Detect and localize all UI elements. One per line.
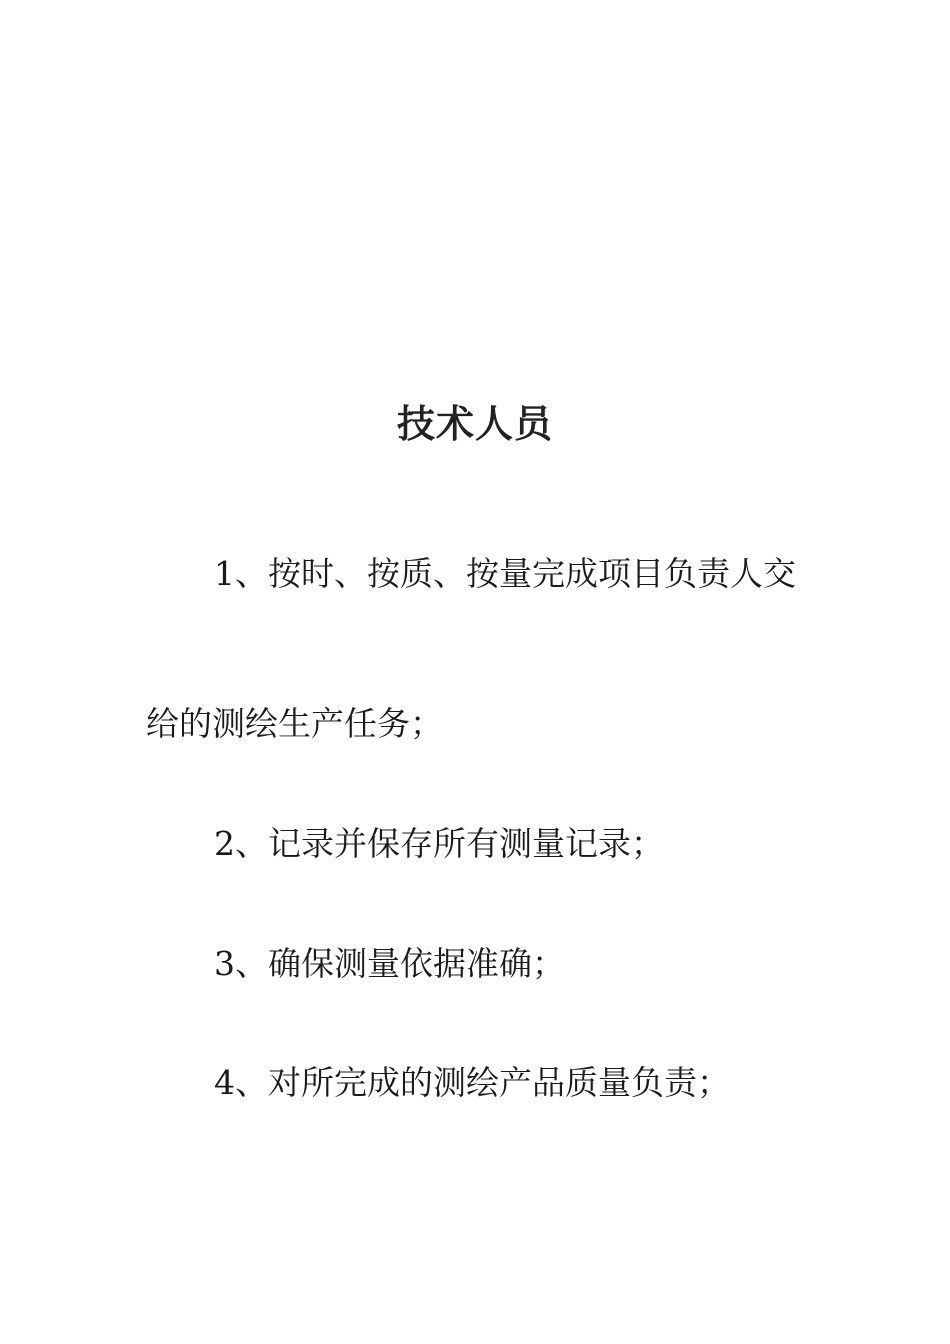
duty-item-2: 2、记录并保存所有测量记录； xyxy=(214,824,664,863)
duty-item-3: 3、确保测量依据准确； xyxy=(214,944,565,983)
duty-item-4: 4、对所完成的测绘产品质量负责； xyxy=(214,1063,730,1102)
duty-item-1-line-2: 给的测绘生产任务； xyxy=(146,704,443,743)
page-title: 技术人员 xyxy=(396,402,553,446)
duty-item-1-line-1: 1、按时、按质、按量完成项目负责人交 xyxy=(214,554,796,593)
